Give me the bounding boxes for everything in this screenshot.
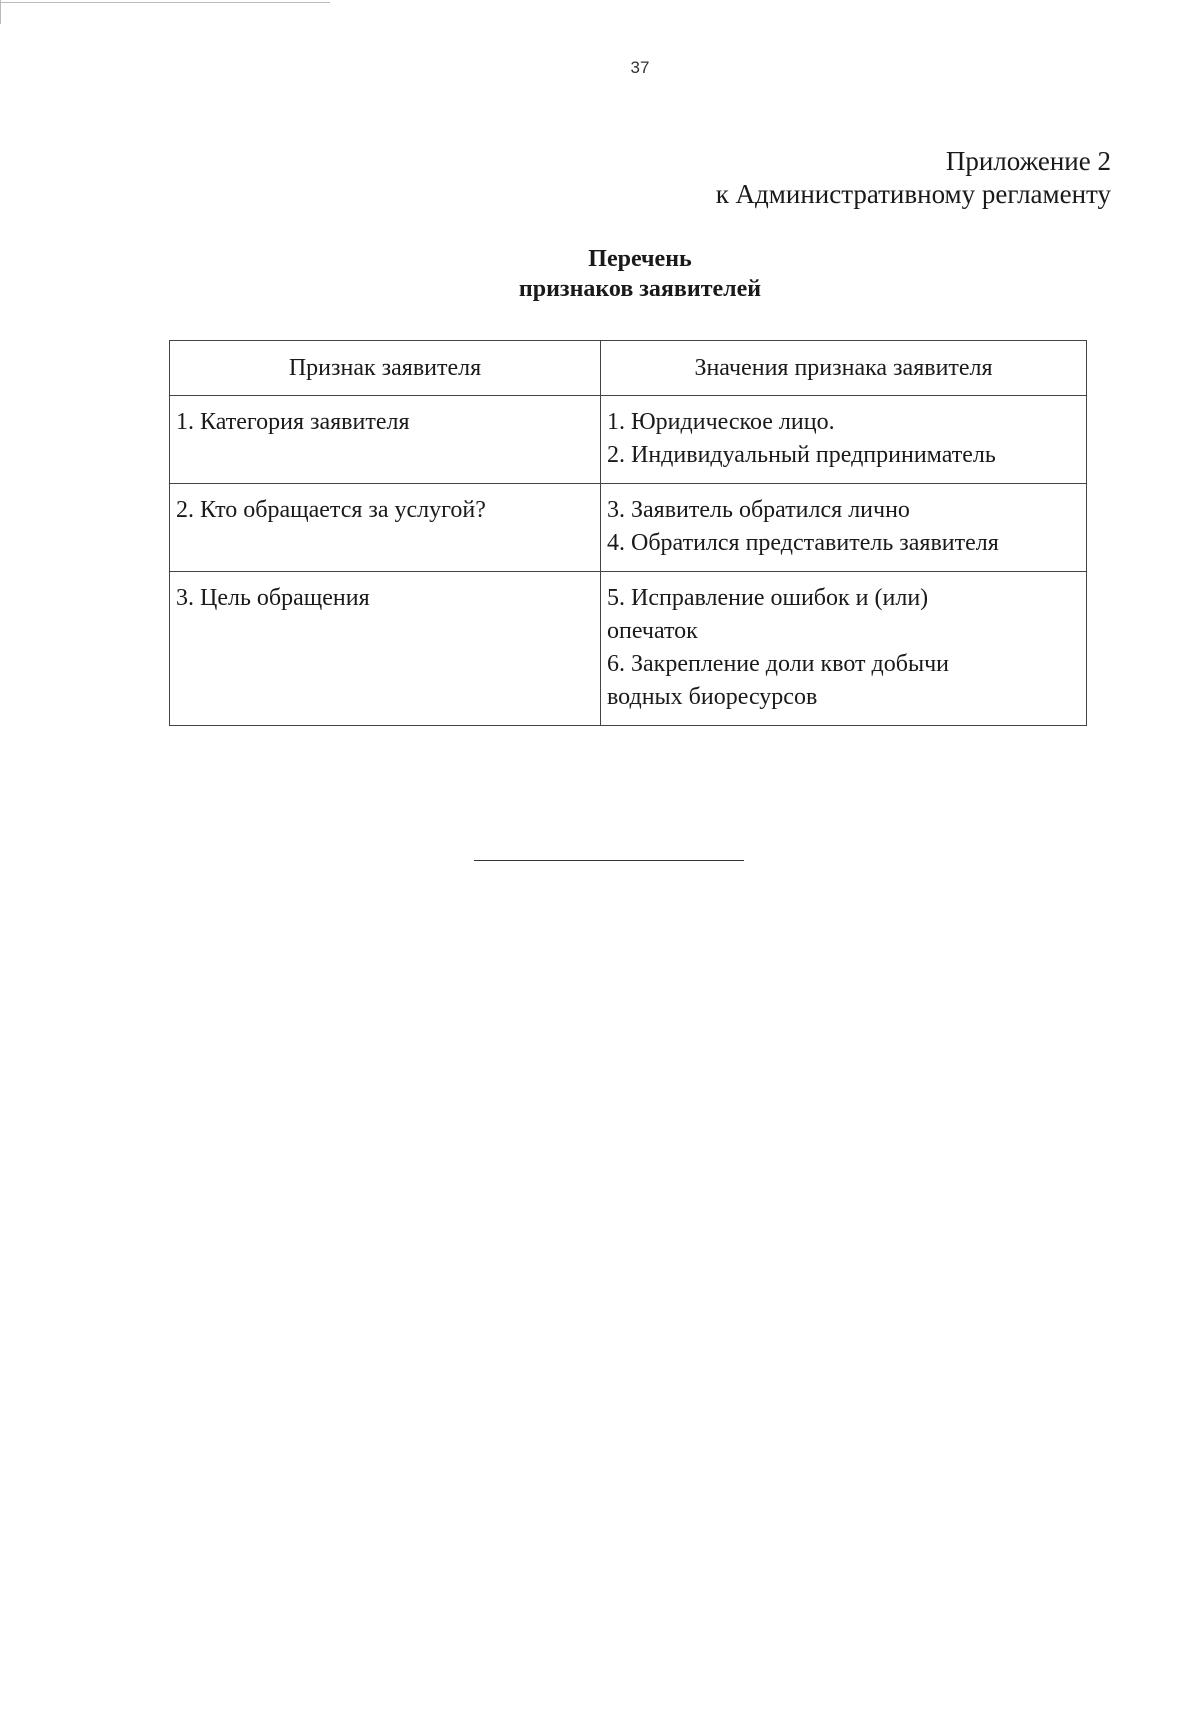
value-line: 6. Закрепление доли квот добычи (607, 651, 949, 677)
row-2-sign: 2. Кто обращается за услугой? (170, 484, 601, 572)
header-values: Значения признака заявителя (601, 341, 1087, 396)
row-3-values (601, 572, 1087, 726)
value-line: 4. Обратился представитель заявителя (607, 530, 999, 556)
page-number: 37 (630, 58, 650, 77)
value-line: 5. Исправление ошибок и (или) (607, 585, 929, 611)
table-row (170, 484, 1087, 572)
document-title-line-2: признаков заявителей (518, 276, 762, 302)
appendix-line-1: Приложение 2 (945, 146, 1111, 176)
appendix-reference (716, 145, 1111, 211)
row-2-values (601, 484, 1087, 572)
applicant-criteria-table (169, 340, 1087, 726)
end-of-document-rule (474, 860, 744, 861)
row-1-sign: 1. Категория заявителя (170, 396, 601, 484)
table-header-row (170, 341, 1087, 396)
scan-edge-left (0, 0, 1, 24)
scan-edge-top (0, 2, 330, 3)
row-1-values (601, 396, 1087, 484)
appendix-line-2: к Административному регламенту (715, 179, 1111, 209)
header-sign: Признак заявителя (170, 341, 601, 396)
document-title-line-1: Перечень (588, 246, 692, 272)
value-line: 3. Заявитель обратился лично (607, 497, 910, 523)
value-line: водных биоресурсов (607, 684, 818, 710)
row-3-sign: 3. Цель обращения (170, 572, 601, 726)
value-line: 1. Юридическое лицо. (607, 409, 835, 435)
table-row (170, 572, 1087, 726)
value-line: 2. Индивидуальный предприниматель (607, 442, 996, 468)
value-line: опечаток (607, 618, 698, 644)
document-title (0, 244, 1200, 304)
table-row (170, 396, 1087, 484)
